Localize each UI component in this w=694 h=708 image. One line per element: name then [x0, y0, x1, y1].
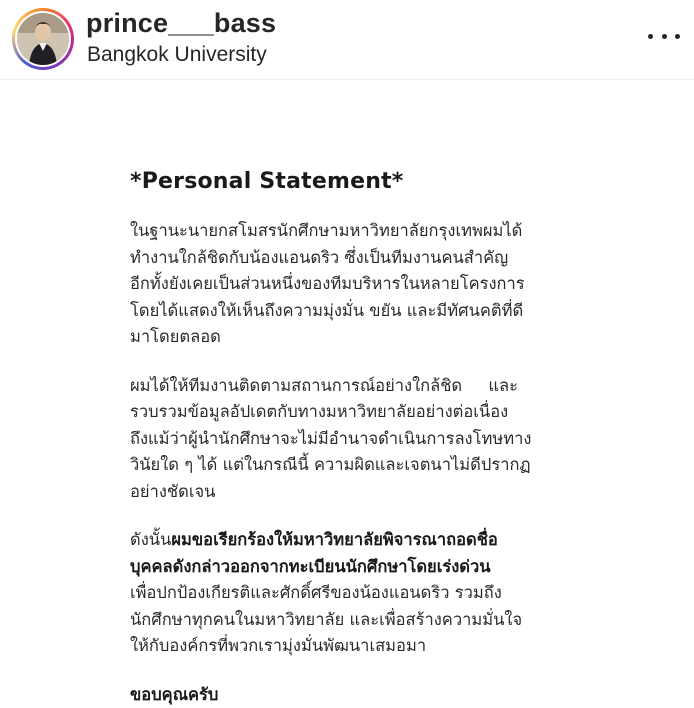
text-line: อย่างชัดเจน	[130, 481, 216, 501]
text-line: ในฐานะนายกสโมสรนักศึกษามหาวิทยาลัยกรุงเทพผมได้	[130, 221, 523, 240]
text-line: มาโดยตลอด	[130, 327, 221, 346]
text-line	[130, 554, 590, 581]
post-header	[0, 0, 694, 80]
avatar[interactable]	[12, 8, 74, 70]
profile-photo-icon	[17, 13, 69, 65]
text-line: เพื่อปกป้องเกียรติและศักดิ์ศรีของน้องแอนดริว รวมถึง	[130, 583, 502, 602]
text-line: ทำงานใกล้ชิดกับน้องแอนดริว ซึ่งเป็นทีมงานคนสำคัญ	[130, 247, 509, 267]
statement-document	[130, 169, 590, 708]
closing-line: ขอบคุณครับ	[130, 684, 219, 704]
dot-icon	[662, 34, 667, 39]
dot-icon	[675, 34, 680, 39]
text-line: นักศึกษาทุกคนในมหาวิทยาลัย และเพื่อสร้างความมั่นใจ	[130, 609, 523, 629]
text-bold: ผมขอเรียกร้องให้มหาวิทยาลัยพิจารณาถอดชื่อ	[171, 530, 498, 549]
text-line: อีกทั้งยังเคยเป็นส่วนหนึ่งของทีมบริหารในหลายโครงการ	[130, 274, 525, 293]
text-line: วินัยใด ๆ ได้ แต่ในกรณีนี้ ความผิดและเจตนาไม่ดีปรากฏ	[130, 455, 531, 474]
person-silhouette-icon	[17, 13, 69, 65]
text-line: ให้กับองค์กรที่พวกเรามุ่งมั่นพัฒนาเสมอมา	[130, 636, 427, 655]
text-line	[130, 527, 590, 554]
post-image	[0, 81, 694, 708]
paragraph-3	[130, 527, 590, 660]
text-line: โดยได้แสดงให้เห็นถึงความมุ่งมั่น ขยัน และมีทัศนคติที่ดี	[130, 300, 524, 320]
text-line: ผมได้ให้ทีมงานติดตามสถานการณ์อย่างใกล้ชิด และ	[130, 375, 518, 395]
text-normal: ดังนั้น	[130, 530, 172, 549]
text-bold: บุคคลดังกล่าวออกจากทะเบียนนักศึกษาโดยเร่งด่วน	[130, 556, 491, 576]
avatar-border	[15, 11, 71, 67]
more-options-icon[interactable]	[648, 26, 680, 46]
text-line: ถึงแม้ว่าผู้นำนักศึกษาจะไม่มีอำนาจดำเนินการลงโทษทาง	[130, 428, 532, 448]
location-link[interactable]: Bangkok University	[87, 43, 267, 66]
text-line: รวบรวมข้อมูลอัปเดตกับทางมหาวิทยาลัยอย่างต่อเนื่อง	[130, 402, 509, 421]
dot-icon	[648, 34, 653, 39]
username-link[interactable]: prince___bass	[86, 8, 277, 38]
paragraph-2	[130, 373, 590, 506]
paragraph-1	[130, 218, 590, 351]
statement-title: *Personal Statement*	[130, 169, 404, 194]
